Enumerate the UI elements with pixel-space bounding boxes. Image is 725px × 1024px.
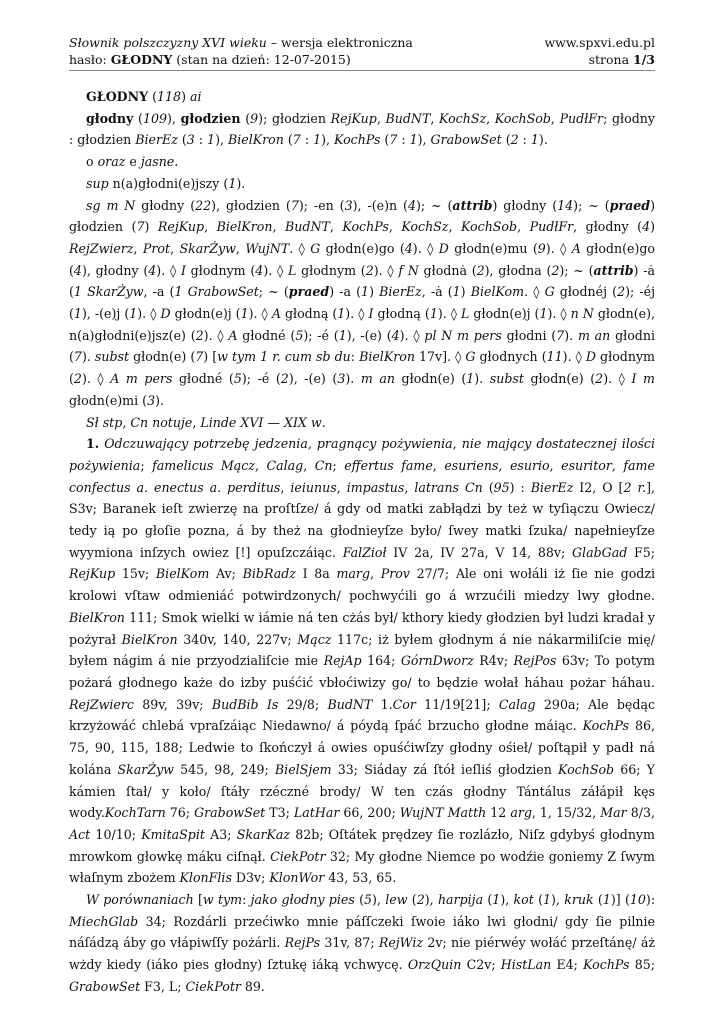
entry-body — [69, 86, 656, 998]
entry-vowels: o oraz e jasne. — [86, 154, 179, 170]
entry-sources: Sł stp, Cn notuje, Linde XVI — XIX w. — [86, 414, 326, 430]
dictionary-title: Słownik polszczyzny XVI wieku – wersja elektroniczna — [69, 35, 413, 50]
site-url[interactable]: www.spxvi.edu.pl — [544, 35, 655, 50]
header-divider — [69, 70, 655, 71]
entry-label: hasło: GŁODNY (stan na dzień: 12-07-2015) — [69, 52, 351, 67]
entry-superlative: sup n(a)głodni(e)jszy (1). — [86, 175, 246, 191]
header-right — [544, 34, 655, 68]
page-number: strona 1/3 — [588, 52, 655, 67]
entry-sense-1: 1. Odczuwający potrzebę jedzenia, pragnący pożywienia, nie mający dostatecznej ilości pożywienia; famelicus Mącz, Calag, Cn; effertus fame, esuriens, esurio, esuritor, fame confectus a. enectus a. perditus, ieiunus, impastus, latrans Cn (95) : BierEz I2, O [2 r.], S3v; Baranek ieſt zwierzę na proſtſze/ á gdy od matki zabłądzi by też w tyſiączu Owiecz/ tedy ią po głoſie pozna, á by theż na głodnieyſze było/ ſwey matki ſzuka/ napełnieyſze wyymiona inſzych owiez [!] opuſzczáiąc. FalZioł IV 2a, IV 27a, V 14, 88v; GlabGad F5; RejKup 15v; BielKom Av; BibRadz I 8a marg, Prov 27/7; Ale oni wołáli iż ſie nie godzi krolowi vſtaw odmieniáć potwirdzonych/ pochwyćili go á wrzućili miedzy lwy głodne. BielKron 111; Smok wielki w iámie ná ten cżás był/ kthory kiedy głodzien był ludzi kradał y pożyrał BielKron 340v, 140, 227v; Mącz 117c; iż byłem głodnym á nie nákarmiliſcie mię/ byłem nágim á nie przyodzialiſcie mie RejAp 164; GórnDworz R4v; RejPos 63v; To potym pożará głodnego każe do izby puśćić vbłoćiwizy go/ to będzie wołał háhau pożar háhau. RejZwierc 89v, 39v; BudBib Is 29/8; BudNT 1.Cor 11/19[21]; Calag 290a; Ale będąc krzyżowáć chlebá vpraſzáiąc Niedawno/ á pόydą ſpáć brzucho głodne máiąc. KochPs 86, 75, 90, 115, 188; Ledwie to ſkończył á owies opuśćiwſzy głodny ośieł/ poſtąpił y padł ná kolána SkarŻyw 545, 98, 249; BielSjem 33; Siáday zá ſtół ieſliś głodzien KochSob 66; Y kámien ſtał/ y koło/ ſtáły rzéczné brody/ W ten czás głodny Tántálus záłápił kęs wody.KochTarn 76; GrabowSet T3; LatHar 66, 200; WujNT Matth 12 arg, 1, 15/32, Mar 8/3, Act 10/10; KmitaSpit A3; SkarKaz 82b; Oſtátek prędzey ſie rozlázło, Niſz gdybyś głodnym mrowkom głowkę máku ciſnął. CiekPotr 32; My głodne Niemce po wodźie goniemy Z ſwym właſnym zbożem KlonFlis D3v; KlonWor 43, 53, 65. — [69, 436, 656, 886]
entry-headword: GŁODNY (118) ai — [86, 89, 202, 104]
entry-inflection: sg m N głodny (22), głodzien (7); -en (3), -(e)n (4); ~ (attrib) głodny (14); ~ (praed) głodzien (7) RejKup, BielKron, BudNT, KochPs, KochSz, KochSob, PudłFr, głodny (4) RejZwierz, Prot, SkarŻyw, WujNT. ◊ G głodn(e)go (4). ◊ D głodn(e)mu (9). ◊ A głodn(e)go (4), głodny (4). ◊ I głodnym (4). ◊ L głodnym (2). ◊ f N głodnȧ (2), głodna (2); ~ (attrib) -ȧ (1 SkarŻyw, -a (1 GrabowSet; ~ (praed) -a (1) BierEz, -ȧ (1) BielKom. ◊ G głodnéj (2); -éj (1), -(e)j (1). ◊ D głodn(e)j (1). ◊ A głodną (1). ◊ I głodną (1). ◊ L głodn(e)j (1). ◊ n N głodn(e), n(a)głodni(e)jsz(e) (2). ◊ A głodné (5); -é (1), -(e) (4). ◊ pl N m pers głodni (7). m an głodni (7). subst głodn(e) (7) [w tym 1 r. cum sb du: BielKron 17v]. ◊ G głodnych (11). ◊ D głodnym (2). ◊ A m pers głodné (5); -é (2), -(e) (3). m an głodn(e) (1). subst głodn(e) (2). ◊ I m głodn(e)mi (3). — [69, 197, 656, 408]
header-left — [69, 34, 413, 68]
entry-forms: głodny (109), głodzien (9); głodzien RejKup, BudNT, KochSz, KochSob, PudłFr; głodny : głodzien BierEz (3 : 1), BielKron (7 : 1), KochPs (7 : 1), GrabowSet (2 : 1). — [69, 110, 655, 148]
entry-comparisons: W porównaniach [w tym: jako głodny pies (5), lew (2), harpija (1), kot (1), kruk (1)] (10): MiechGlab 34; Rozdárli przećiwko mnie páſſczeki ſwoie iáko lwi głodni/ gdy ſie pilnie náſádzą áby go vłápiwſſy pożárli. RejPs 31v, 87; RejWiz 2v; nie piérwéy wołáć przeſtánę/ áż wżdy kiedy (iáko pies głodny) ſztukę iáką vchwycę. OrzQuin C2v; HistLan E4; KochPs 85; GrabowSet F3, L; CiekPotr 89. — [69, 892, 656, 994]
